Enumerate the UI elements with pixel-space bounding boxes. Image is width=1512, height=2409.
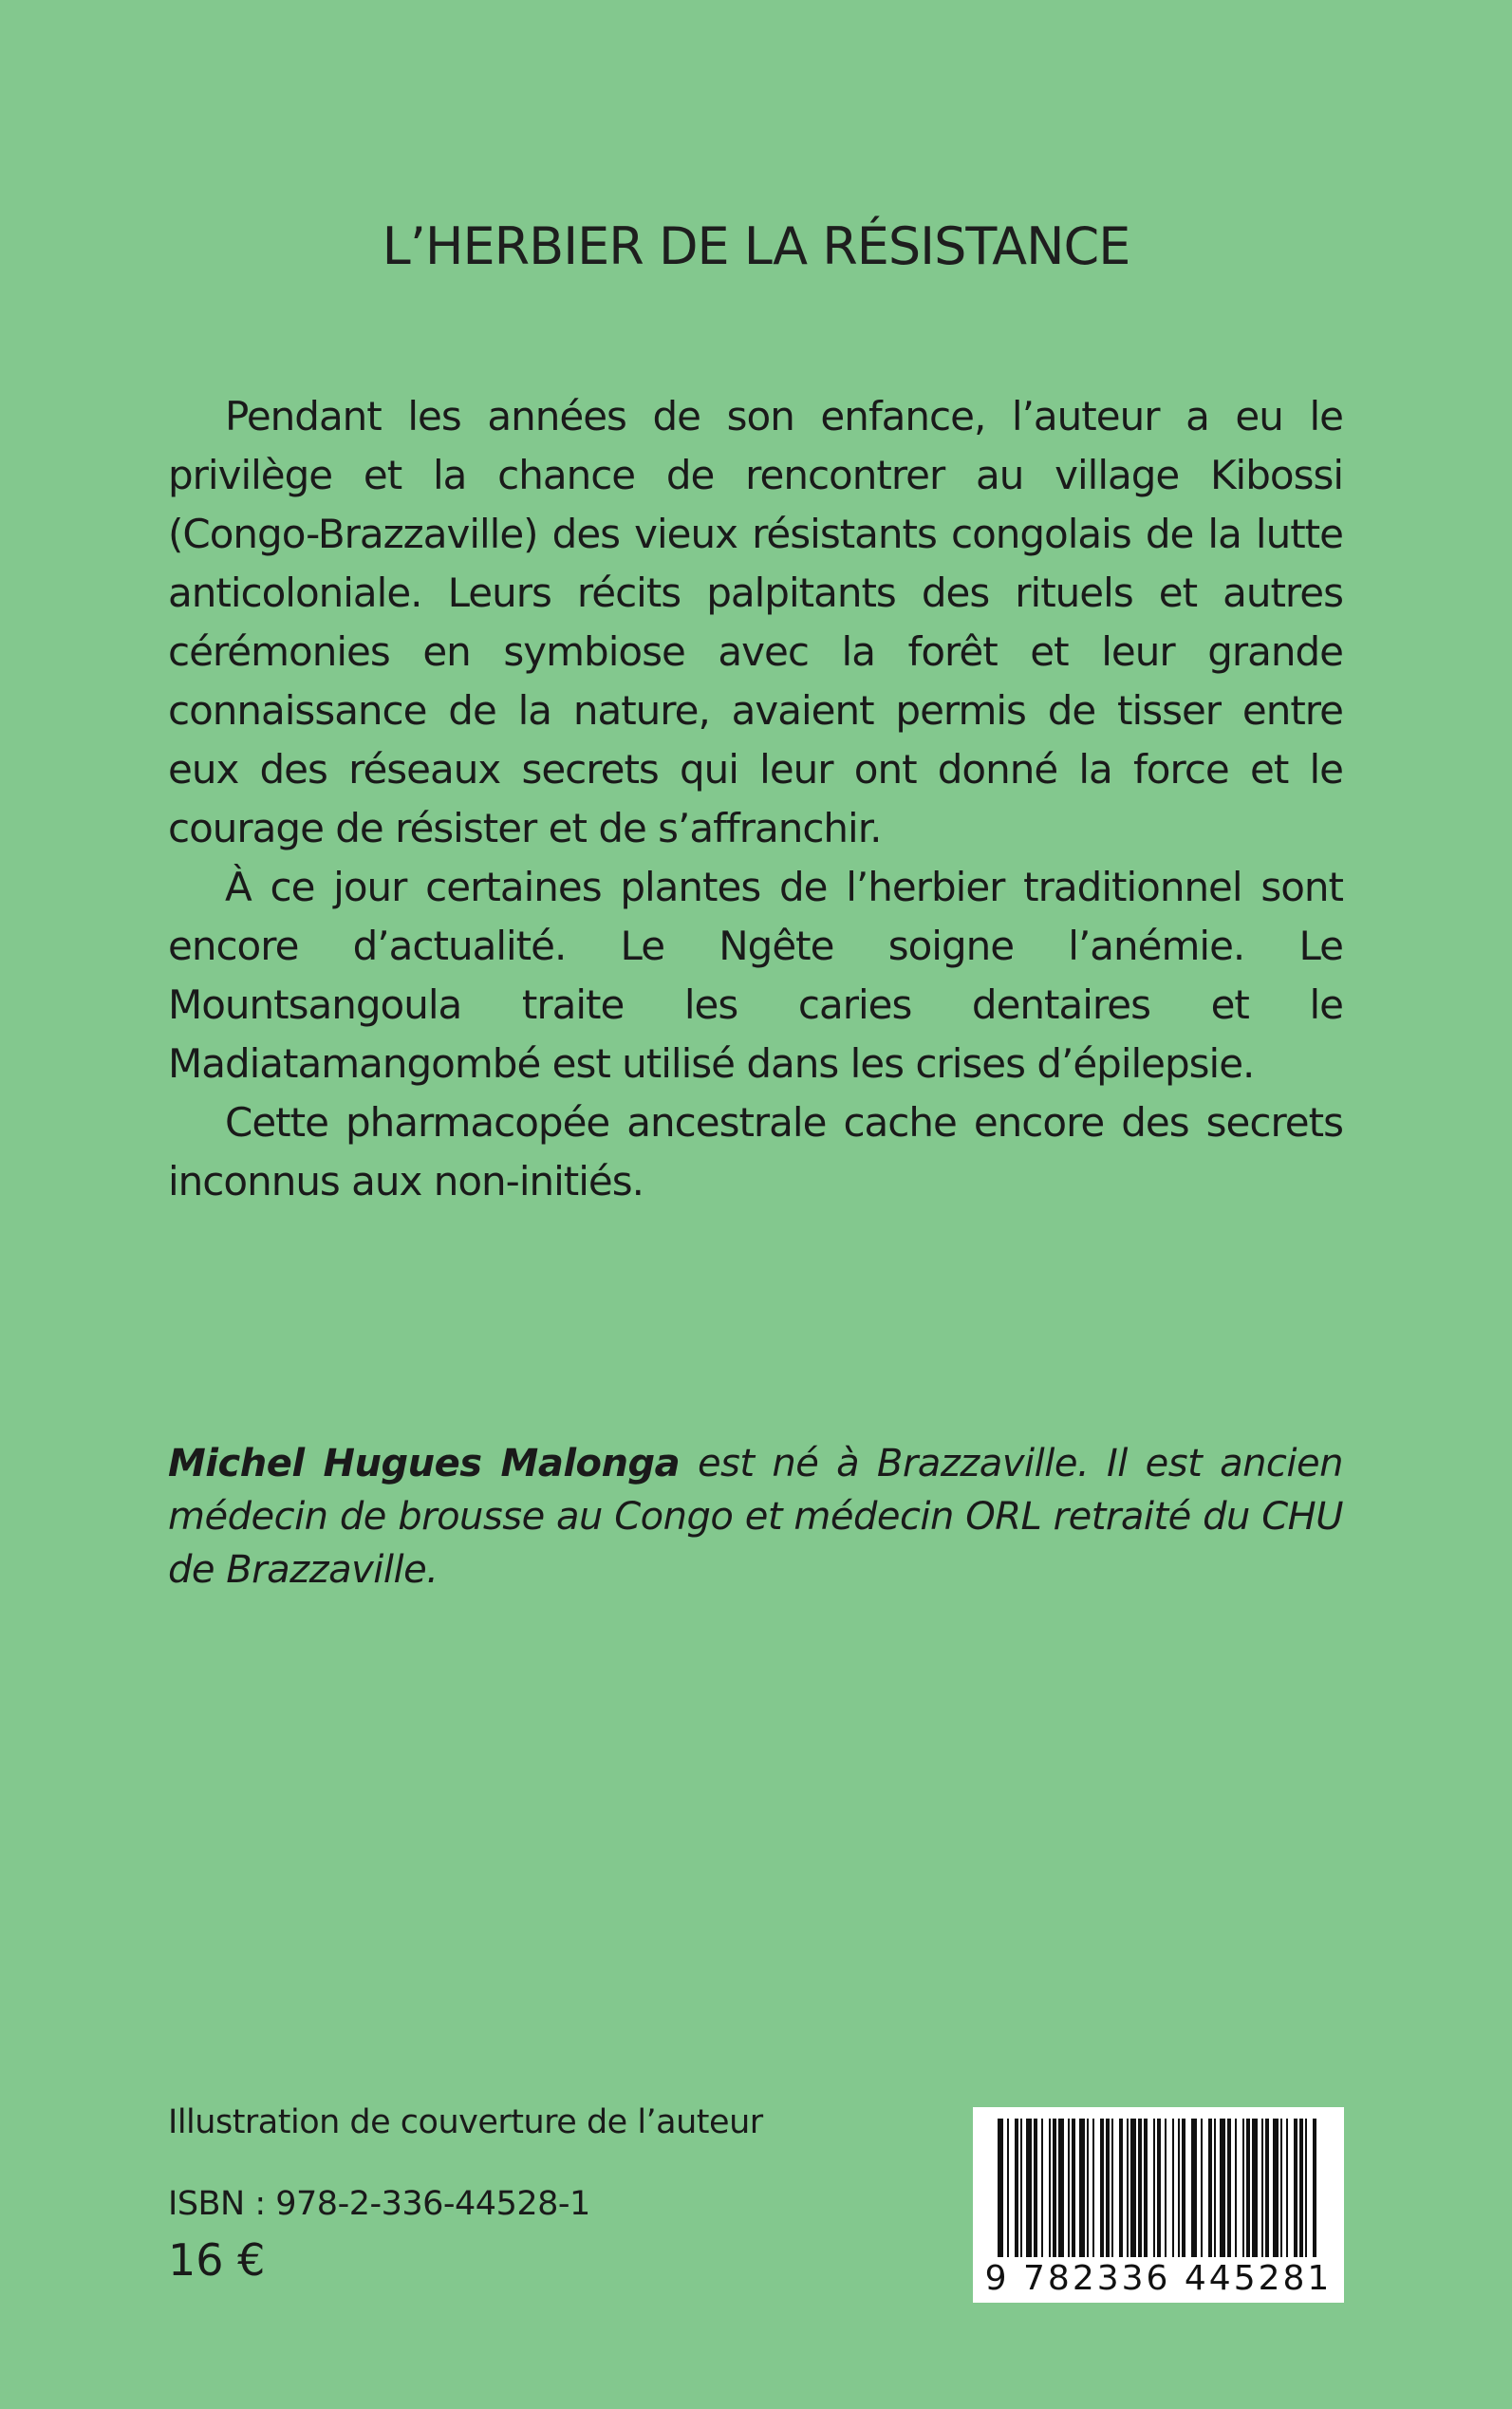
back-cover-blurb xyxy=(168,387,1343,1211)
author-bio-text: est né à Brazzaville. Il est ancien médecin de brousse au Congo et médecin ORL retraité du CHU de Brazzaville. xyxy=(168,1442,1344,1592)
price: 16 € xyxy=(168,2234,266,2286)
illustration-credit: Illustration de couverture de l’auteur xyxy=(168,2103,763,2141)
isbn: ISBN : 978-2-336-44528-1 xyxy=(168,2185,590,2223)
author-bio xyxy=(168,1437,1343,1597)
barcode xyxy=(973,2107,1344,2303)
blurb-paragraph: Cette pharmacopée ancestrale cache encore des secrets inconnus aux non-initiés. xyxy=(168,1099,1343,1204)
author-name: Michel Hugues Malonga xyxy=(168,1442,681,1485)
book-title: L’HERBIER DE LA RÉSISTANCE xyxy=(382,216,1130,276)
blurb-paragraph: Pendant les années de son enfance, l’auteur a eu le privilège et la chance de rencontrer au village Kibossi (Congo-Brazzaville) des vieux résistants congolais de la lutte anticoloniale. Leurs récits palpitants des rituels et autres cérémonies en symbiose avec la forêt et leur grande connaissance de la nature, avaient permis de tisser entre eux des réseaux secrets qui leur ont donné la force et le courage de résister et de s’affranchir. xyxy=(168,393,1343,851)
barcode-digits: 9 782336 445281 xyxy=(984,2259,1333,2298)
blurb-paragraph: À ce jour certaines plantes de l’herbier traditionnel sont encore d’actualité. Le Ngête soigne l’anémie. Le Mountsangoula traite les caries dentaires et le Madiatamangombé est utilisé dans les crises d’épilepsie. xyxy=(168,864,1343,1087)
